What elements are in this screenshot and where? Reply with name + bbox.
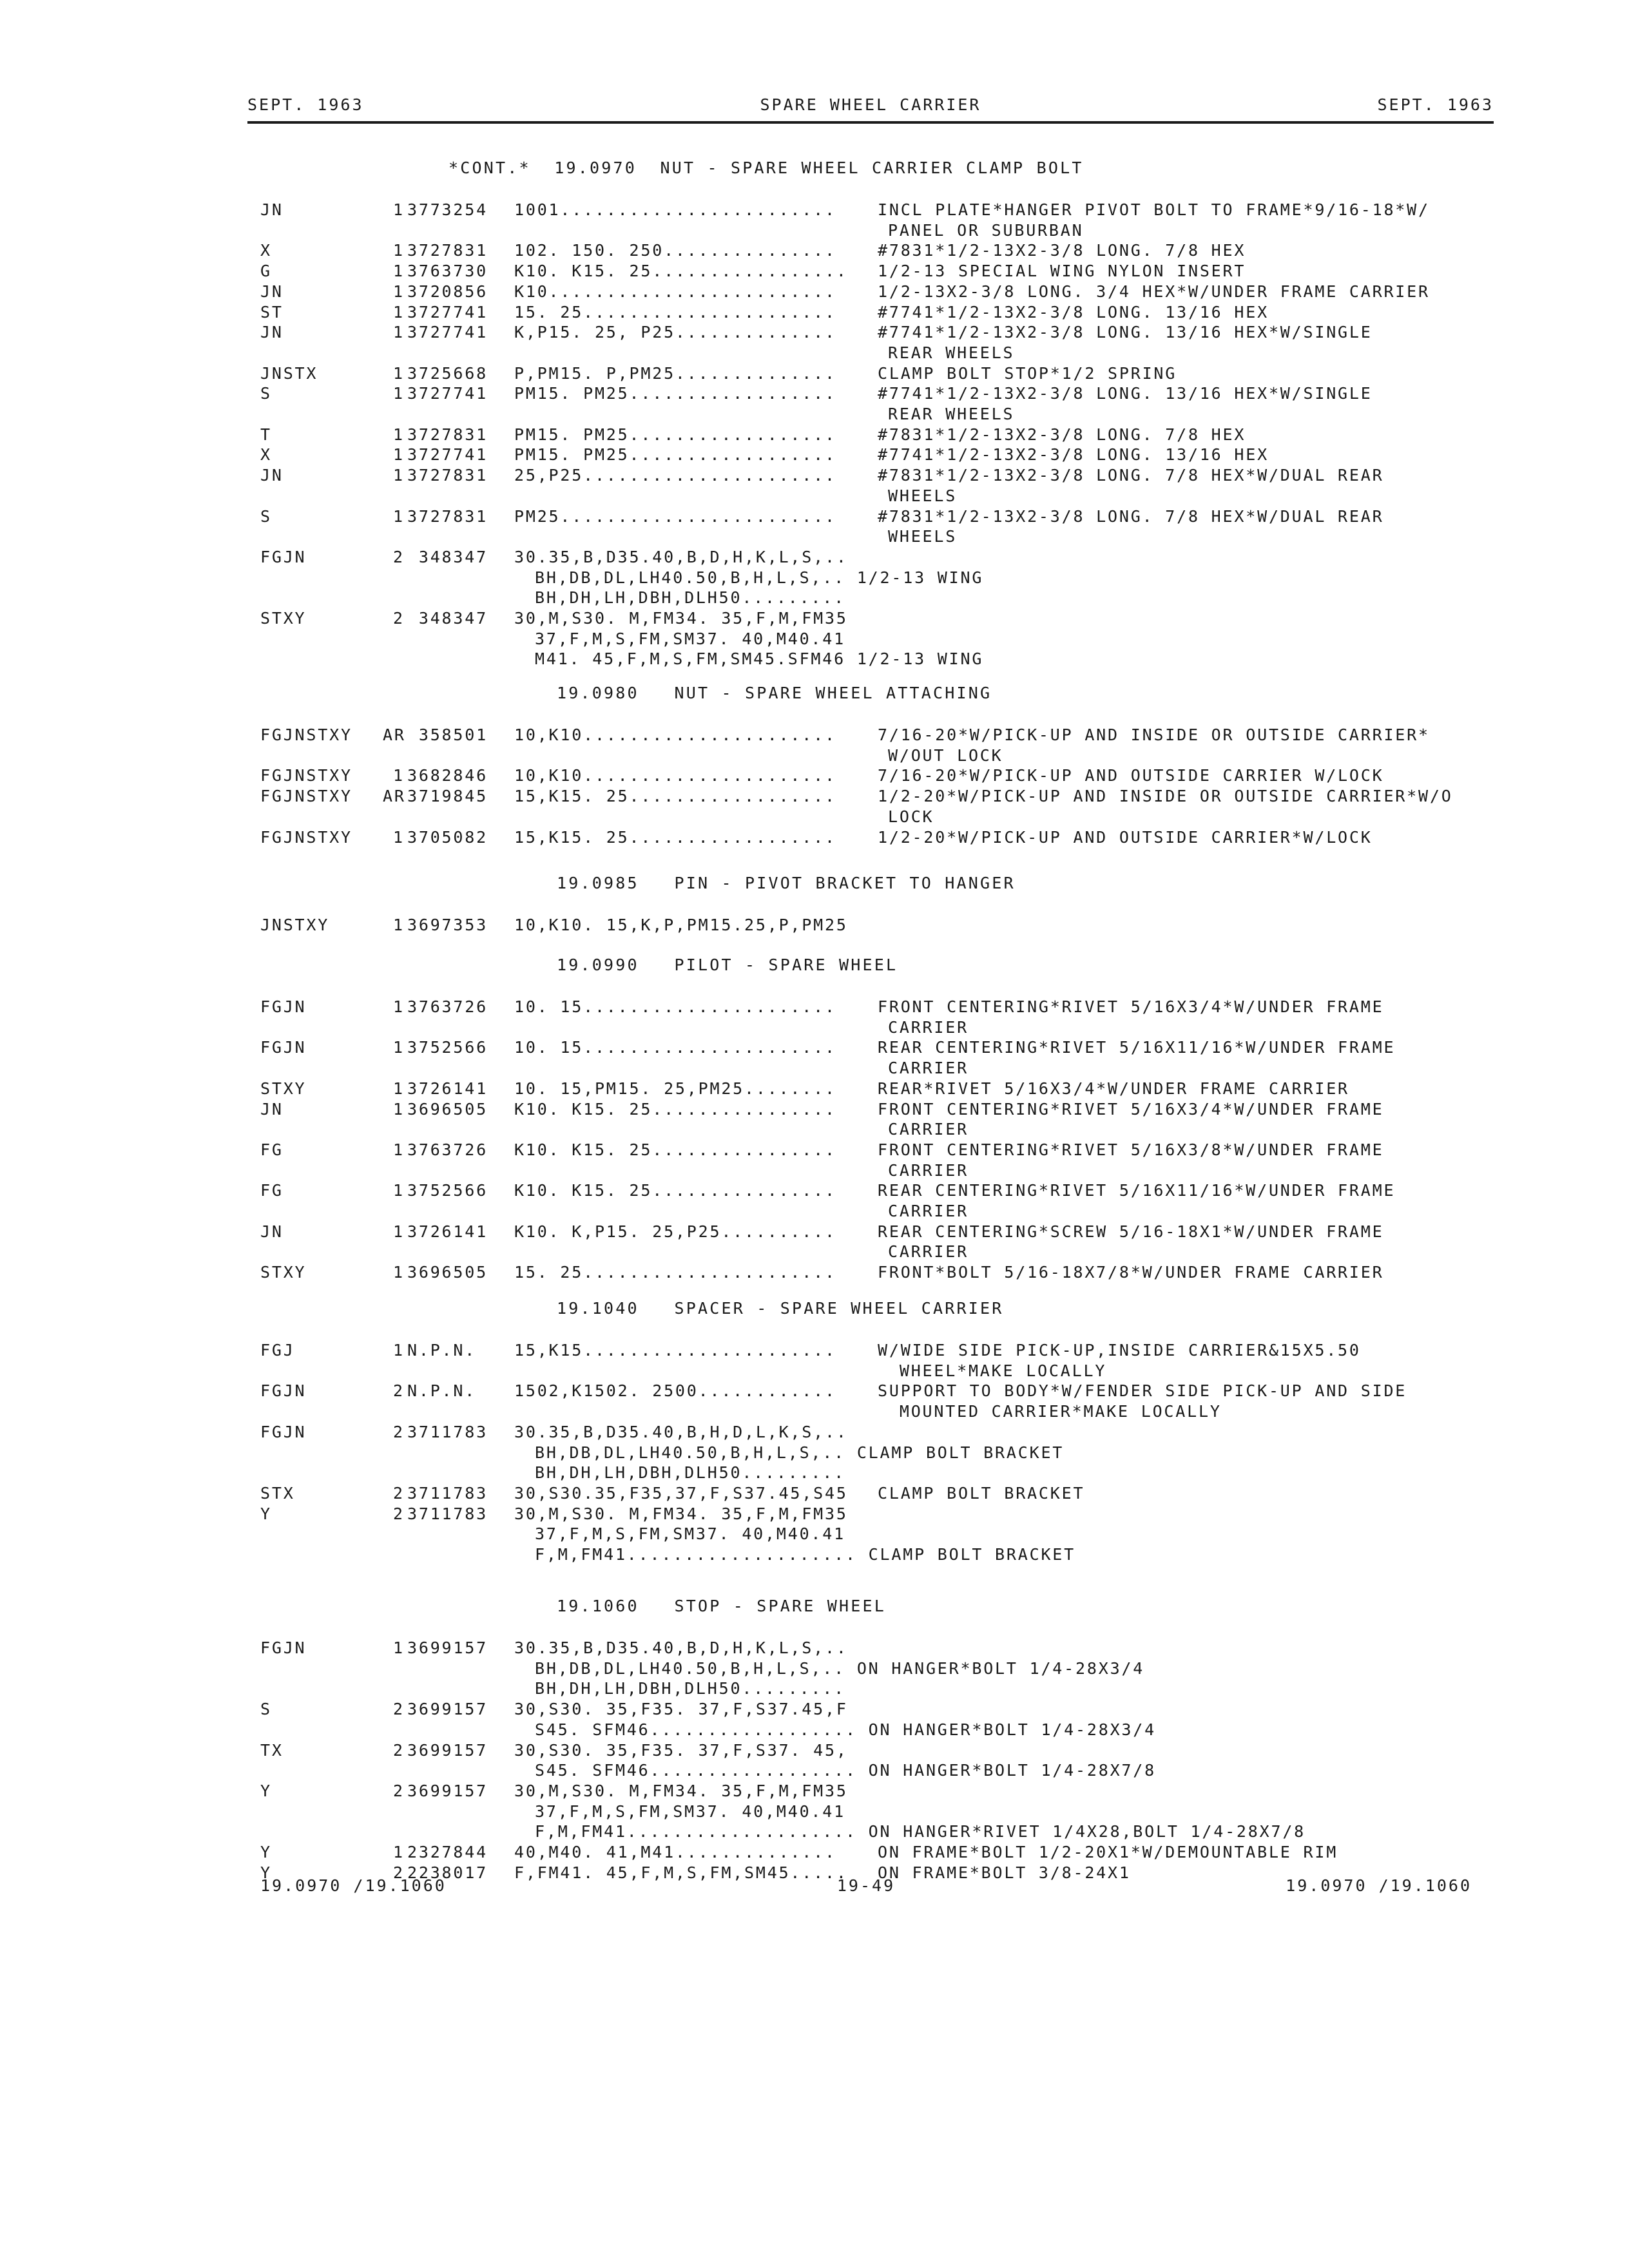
row-description: WHEELS [888,486,958,505]
row-part-number: 3699157 [407,1639,488,1657]
row-part-number: 3711783 [407,1483,488,1503]
row-models: 30,S30.35,F35,37,F,S37.45,S45 [514,1483,848,1503]
row-model-code: Y [260,1504,272,1523]
row-part-number: 358501 [407,726,488,744]
row-description: REAR CENTERING*SCREW 5/16-18X1*W/UNDER FRAME [878,1222,1384,1241]
row-description: CLAMP BOLT STOP*1/2 SPRING [878,363,1177,383]
row-models: 30,M,S30. M,FM34. 35,F,M,FM35 [514,1781,848,1800]
row-part-number: 3752566 [407,1038,488,1057]
row-model-code: FGJNSTXY [260,726,352,744]
row-part-number: 3727831 [407,425,488,444]
row-models-continued: BH,DB,DL,LH40.50,B,H,L,S,.. CLAMP BOLT BRACKET [535,1443,1065,1462]
row-models: 1502,K1502. 2500............ [514,1381,836,1401]
row-part-number: 3763730 [407,262,488,281]
row-description: FRONT CENTERING*RIVET 5/16X3/8*W/UNDER FRAME [878,1140,1384,1159]
row-model-code: JN [260,466,284,485]
row-models: 30.35,B,D35.40,B,D,H,K,L,S,.. [514,1639,848,1657]
row-part-number: 3725668 [407,363,488,383]
row-quantity: 1 [393,916,405,934]
row-model-code: FGJ [260,1341,295,1360]
row-part-number: N.P.N. [407,1341,477,1360]
row-model-code: FGJN [260,997,307,1016]
row-models-continued: F,M,FM41.................... ON HANGER*RIVET 1/4X28,BOLT 1/4-28X7/8 [535,1822,1306,1841]
row-model-code: FGJNSTXY [260,766,352,785]
row-part-number: 3682846 [407,766,488,785]
row-quantity: 1 [393,445,405,465]
row-quantity: 1 [393,1181,405,1200]
row-part-number: 3699157 [407,1740,488,1760]
row-quantity: 1 [393,827,405,847]
row-description: CARRIER [888,1059,969,1078]
row-description: CARRIER [888,1017,969,1037]
row-description: SUPPORT TO BODY*W/FENDER SIDE PICK-UP AND SIDE [878,1381,1407,1401]
row-description: ON FRAME*BOLT 1/2-20X1*W/DEMOUNTABLE RIM [878,1843,1338,1861]
row-models: 15,K15. 25.................. [514,787,836,806]
row-models-continued: F,M,FM41.................... CLAMP BOLT BRACKET [535,1545,1076,1564]
row-model-code: TX [260,1740,284,1760]
row-quantity: 2 [393,1381,405,1401]
row-models: P,PM15. P,PM25.............. [514,363,836,383]
row-model-code: JN [260,1099,284,1119]
footer-range-right: 19.0970 /19.1060 [1286,1876,1472,1895]
row-part-number: 3699157 [407,1700,488,1719]
row-part-number: 3699157 [407,1781,488,1800]
row-model-code: Y [260,1863,272,1882]
row-model-code: FG [260,1140,284,1159]
row-models: 25,P25...................... [514,466,836,485]
row-models: 10,K10...................... [514,726,836,744]
row-models: PM15. PM25.................. [514,425,836,444]
row-model-code: FG [260,1181,284,1200]
row-model-code: FGJN [260,1038,307,1057]
row-quantity: 1 [393,262,405,281]
row-part-number: 3727831 [407,506,488,526]
section-heading: 19.0980 NUT - SPARE WHEEL ATTACHING [557,684,992,702]
row-models-continued: BH,DB,DL,LH40.50,B,H,L,S,.. 1/2-13 WING [535,568,984,587]
row-part-number: 3705082 [407,827,488,847]
row-models: 10. 15...................... [514,1038,836,1057]
row-model-code: Y [260,1781,272,1800]
row-models: PM15. PM25.................. [514,445,836,465]
row-description: 1/2-20*W/PICK-UP AND OUTSIDE CARRIER*W/LOCK [878,827,1373,847]
row-part-number: 3697353 [407,916,488,934]
section-heading: 19.1040 SPACER - SPARE WHEEL CARRIER [557,1299,1004,1318]
page-number: 19-49 [836,1876,896,1895]
row-model-code: JNSTXY [260,916,330,934]
row-description: 7/16-20*W/PICK-UP AND INSIDE OR OUTSIDE CARRIER* [878,726,1430,744]
row-part-number: 2327844 [407,1843,488,1861]
row-models: 1001........................ [514,200,836,219]
row-model-code: JN [260,1222,284,1241]
row-description: FRONT*BOLT 5/16-18X7/8*W/UNDER FRAME CARRIER [878,1263,1384,1282]
row-quantity: 1 [393,1079,405,1098]
row-description: #7831*1/2-13X2-3/8 LONG. 7/8 HEX*W/DUAL REAR [878,506,1384,526]
header-date-left: SEPT. 1963 [247,95,364,114]
row-models-continued: 37,F,M,S,FM,SM37. 40,M40.41 [535,629,845,648]
row-models-continued: 37,F,M,S,FM,SM37. 40,M40.41 [535,1802,845,1821]
row-models: K10. K15. 25................. [514,262,848,281]
row-model-code: STXY [260,609,307,628]
row-quantity: 2 [393,1740,405,1760]
row-quantity: 2 [393,1504,405,1523]
section-heading: 19.0985 PIN - PIVOT BRACKET TO HANGER [557,874,1016,892]
row-models: 30,S30. 35,F35. 37,F,S37. 45, [514,1740,848,1760]
row-description: CARRIER [888,1202,969,1220]
row-model-code: G [260,262,272,281]
row-model-code: STXY [260,1263,307,1282]
section-heading: *CONT.* 19.0970 NUT - SPARE WHEEL CARRIER CLAMP BOLT [448,159,1084,177]
row-quantity: 1 [393,1341,405,1360]
row-model-code: T [260,425,272,444]
row-quantity: 1 [393,1099,405,1119]
row-models-continued: S45. SFM46.................. ON HANGER*BOLT 1/4-28X3/4 [535,1720,1156,1739]
row-part-number: 3727741 [407,445,488,465]
row-part-number: 3711783 [407,1422,488,1441]
row-model-code: STXY [260,1079,307,1098]
row-description: 1/2-13 SPECIAL WING NYLON INSERT [878,262,1246,281]
row-models: K10......................... [514,282,836,301]
row-part-number: N.P.N. [407,1381,477,1401]
row-model-code: X [260,241,272,260]
row-description: 1/2-13X2-3/8 LONG. 3/4 HEX*W/UNDER FRAME CARRIER [878,282,1430,301]
row-part-number: 348347 [407,609,488,628]
row-part-number: 3727741 [407,302,488,322]
row-quantity: 2 [393,1700,405,1719]
row-models: K10. K15. 25................ [514,1181,836,1200]
footer-range-left: 19.0970 /19.1060 [260,1876,447,1895]
row-models: 30,S30. 35,F35. 37,F,S37.45,F [514,1700,848,1719]
row-model-code: X [260,445,272,465]
row-description: PANEL OR SUBURBAN [888,220,1084,240]
row-models: 30,M,S30. M,FM34. 35,F,M,FM35 [514,609,848,628]
row-description: CARRIER [888,1242,969,1262]
row-part-number: 348347 [407,547,488,566]
row-quantity: 1 [393,1843,405,1861]
row-models-continued: BH,DB,DL,LH40.50,B,H,L,S,.. ON HANGER*BOLT 1/4-28X3/4 [535,1658,1145,1678]
row-description: WHEEL*MAKE LOCALLY [888,1361,1107,1380]
row-part-number: 3726141 [407,1079,488,1098]
row-quantity: AR [383,787,406,806]
row-model-code: JN [260,282,284,301]
row-description: REAR*RIVET 5/16X3/4*W/UNDER FRAME CARRIER [878,1079,1349,1098]
row-models: 15,K15...................... [514,1341,836,1360]
row-quantity: 1 [393,363,405,383]
page-footer [260,1876,1472,1902]
row-quantity: AR [383,726,406,744]
row-models: 30.35,B,D35.40,B,H,D,L,K,S,.. [514,1422,848,1441]
row-description: #7831*1/2-13X2-3/8 LONG. 7/8 HEX*W/DUAL REAR [878,466,1384,485]
row-models-continued: BH,DH,LH,DBH,DLH50......... [535,1679,845,1698]
row-description: FRONT CENTERING*RIVET 5/16X3/4*W/UNDER FRAME [878,1099,1384,1119]
row-part-number: 3711783 [407,1504,488,1523]
row-models: K10. K15. 25................ [514,1140,836,1159]
row-models: 10,K10. 15,K,P,PM15.25,P,PM25 [514,916,848,934]
row-quantity: 1 [393,282,405,301]
row-quantity: 2 [393,1863,405,1882]
row-part-number: 3727741 [407,384,488,403]
row-description: #7831*1/2-13X2-3/8 LONG. 7/8 HEX [878,241,1246,260]
row-model-code: S [260,506,272,526]
row-quantity: 1 [393,466,405,485]
row-models: PM15. PM25.................. [514,384,836,403]
row-model-code: Y [260,1843,272,1861]
row-models: 15. 25...................... [514,1263,836,1282]
row-description: WHEELS [888,527,958,546]
row-model-code: FGJN [260,1639,307,1657]
row-part-number: 2238017 [407,1863,488,1882]
row-quantity: 2 [393,1483,405,1503]
row-description: INCL PLATE*HANGER PIVOT BOLT TO FRAME*9/16-18*W/ [878,200,1430,219]
row-description: CLAMP BOLT BRACKET [878,1483,1085,1503]
row-description: #7741*1/2-13X2-3/8 LONG. 13/16 HEX [878,445,1269,465]
row-model-code: JN [260,200,284,219]
row-description: 7/16-20*W/PICK-UP AND OUTSIDE CARRIER W/LOCK [878,766,1384,785]
row-model-code: JNSTX [260,363,318,383]
row-quantity: 2 [393,1781,405,1800]
row-model-code: JN [260,323,284,342]
row-description: LOCK [888,807,934,826]
row-quantity: 1 [393,1639,405,1657]
row-models-continued: S45. SFM46.................. ON HANGER*BOLT 1/4-28X7/8 [535,1761,1156,1780]
row-quantity: 1 [393,384,405,403]
row-quantity: 1 [393,1140,405,1159]
row-description: #7741*1/2-13X2-3/8 LONG. 13/16 HEX*W/SINGLE [878,384,1373,403]
row-models: 15,K15. 25.................. [514,827,836,847]
row-models: 40,M40. 41,M41.............. [514,1843,836,1861]
row-description: MOUNTED CARRIER*MAKE LOCALLY [888,1402,1222,1421]
row-models: PM25........................ [514,506,836,526]
row-model-code: FGJN [260,547,307,566]
row-part-number: 3773254 [407,200,488,219]
row-models: 10. 15,PM15. 25,PM25........ [514,1079,836,1098]
row-part-number: 3727831 [407,466,488,485]
row-quantity: 1 [393,425,405,444]
row-quantity: 2 [393,1422,405,1441]
row-model-code: STX [260,1483,295,1503]
row-description: REAR CENTERING*RIVET 5/16X11/16*W/UNDER FRAME [878,1038,1396,1057]
row-quantity: 1 [393,302,405,322]
row-quantity: 1 [393,766,405,785]
row-description: CARRIER [888,1120,969,1139]
row-models: K10. K,P15. 25,P25.......... [514,1222,836,1241]
row-model-code: FGJNSTXY [260,787,352,806]
row-quantity: 2 [393,609,405,628]
row-description: REAR WHEELS [888,405,1015,423]
section-heading: 19.0990 PILOT - SPARE WHEEL [557,956,898,974]
row-models-continued: BH,DH,LH,DBH,DLH50......... [535,588,845,608]
row-models-continued: 37,F,M,S,FM,SM37. 40,M40.41 [535,1524,845,1544]
header-title: SPARE WHEEL CARRIER [760,95,981,114]
row-models: 10. 15...................... [514,997,836,1016]
row-model-code: S [260,1700,272,1719]
row-model-code: FGJN [260,1381,307,1401]
row-models: 30,M,S30. M,FM34. 35,F,M,FM35 [514,1504,848,1523]
row-quantity: 1 [393,323,405,342]
row-part-number: 3726141 [407,1222,488,1241]
row-quantity: 1 [393,997,405,1016]
row-model-code: FGJNSTXY [260,827,352,847]
row-part-number: 3727831 [407,241,488,260]
row-quantity: 1 [393,1038,405,1057]
row-models-continued: M41. 45,F,M,S,FM,SM45.SFM46 1/2-13 WING [535,649,984,669]
row-quantity: 1 [393,506,405,526]
row-models: K10. K15. 25................ [514,1099,836,1119]
row-quantity: 2 [393,547,405,566]
row-part-number: 3719845 [407,787,488,806]
row-description: CARRIER [888,1160,969,1180]
row-description: #7741*1/2-13X2-3/8 LONG. 13/16 HEX*W/SINGLE [878,323,1373,342]
row-description: W/WIDE SIDE PICK-UP,INSIDE CARRIER&15X5.50 [878,1341,1361,1360]
row-description: #7831*1/2-13X2-3/8 LONG. 7/8 HEX [878,425,1246,444]
row-description: REAR CENTERING*RIVET 5/16X11/16*W/UNDER FRAME [878,1181,1396,1200]
row-part-number: 3727741 [407,323,488,342]
row-quantity: 1 [393,241,405,260]
row-part-number: 3763726 [407,997,488,1016]
row-models-continued: BH,DH,LH,DBH,DLH50......... [535,1463,845,1483]
row-models: 10,K10...................... [514,766,836,785]
row-part-number: 3720856 [407,282,488,301]
row-description: FRONT CENTERING*RIVET 5/16X3/4*W/UNDER FRAME [878,997,1384,1016]
row-part-number: 3763726 [407,1140,488,1159]
row-model-code: FGJN [260,1422,307,1441]
row-description: REAR WHEELS [888,343,1015,362]
row-description: 1/2-20*W/PICK-UP AND INSIDE OR OUTSIDE CARRIER*W/O [878,787,1453,806]
row-description: #7741*1/2-13X2-3/8 LONG. 13/16 HEX [878,302,1269,322]
row-models: K,P15. 25, P25.............. [514,323,836,342]
row-models: 102. 150. 250............... [514,241,836,260]
row-description: W/OUT LOCK [888,745,1003,765]
row-model-code: ST [260,302,284,322]
row-description: ON FRAME*BOLT 3/8-24X1 [878,1863,1131,1882]
row-models: 30.35,B,D35.40,B,D,H,K,L,S,.. [514,547,848,566]
row-quantity: 1 [393,1263,405,1282]
row-part-number: 3752566 [407,1181,488,1200]
row-models: F,FM41. 45,F,M,S,FM,SM45..... [514,1863,848,1882]
row-models: 15. 25...................... [514,302,836,322]
header-date-right: SEPT. 1963 [1377,95,1494,114]
row-model-code: S [260,384,272,403]
section-heading: 19.1060 STOP - SPARE WHEEL [557,1597,887,1615]
row-quantity: 1 [393,200,405,219]
row-quantity: 1 [393,1222,405,1241]
row-part-number: 3696505 [407,1263,488,1282]
row-part-number: 3696505 [407,1099,488,1119]
